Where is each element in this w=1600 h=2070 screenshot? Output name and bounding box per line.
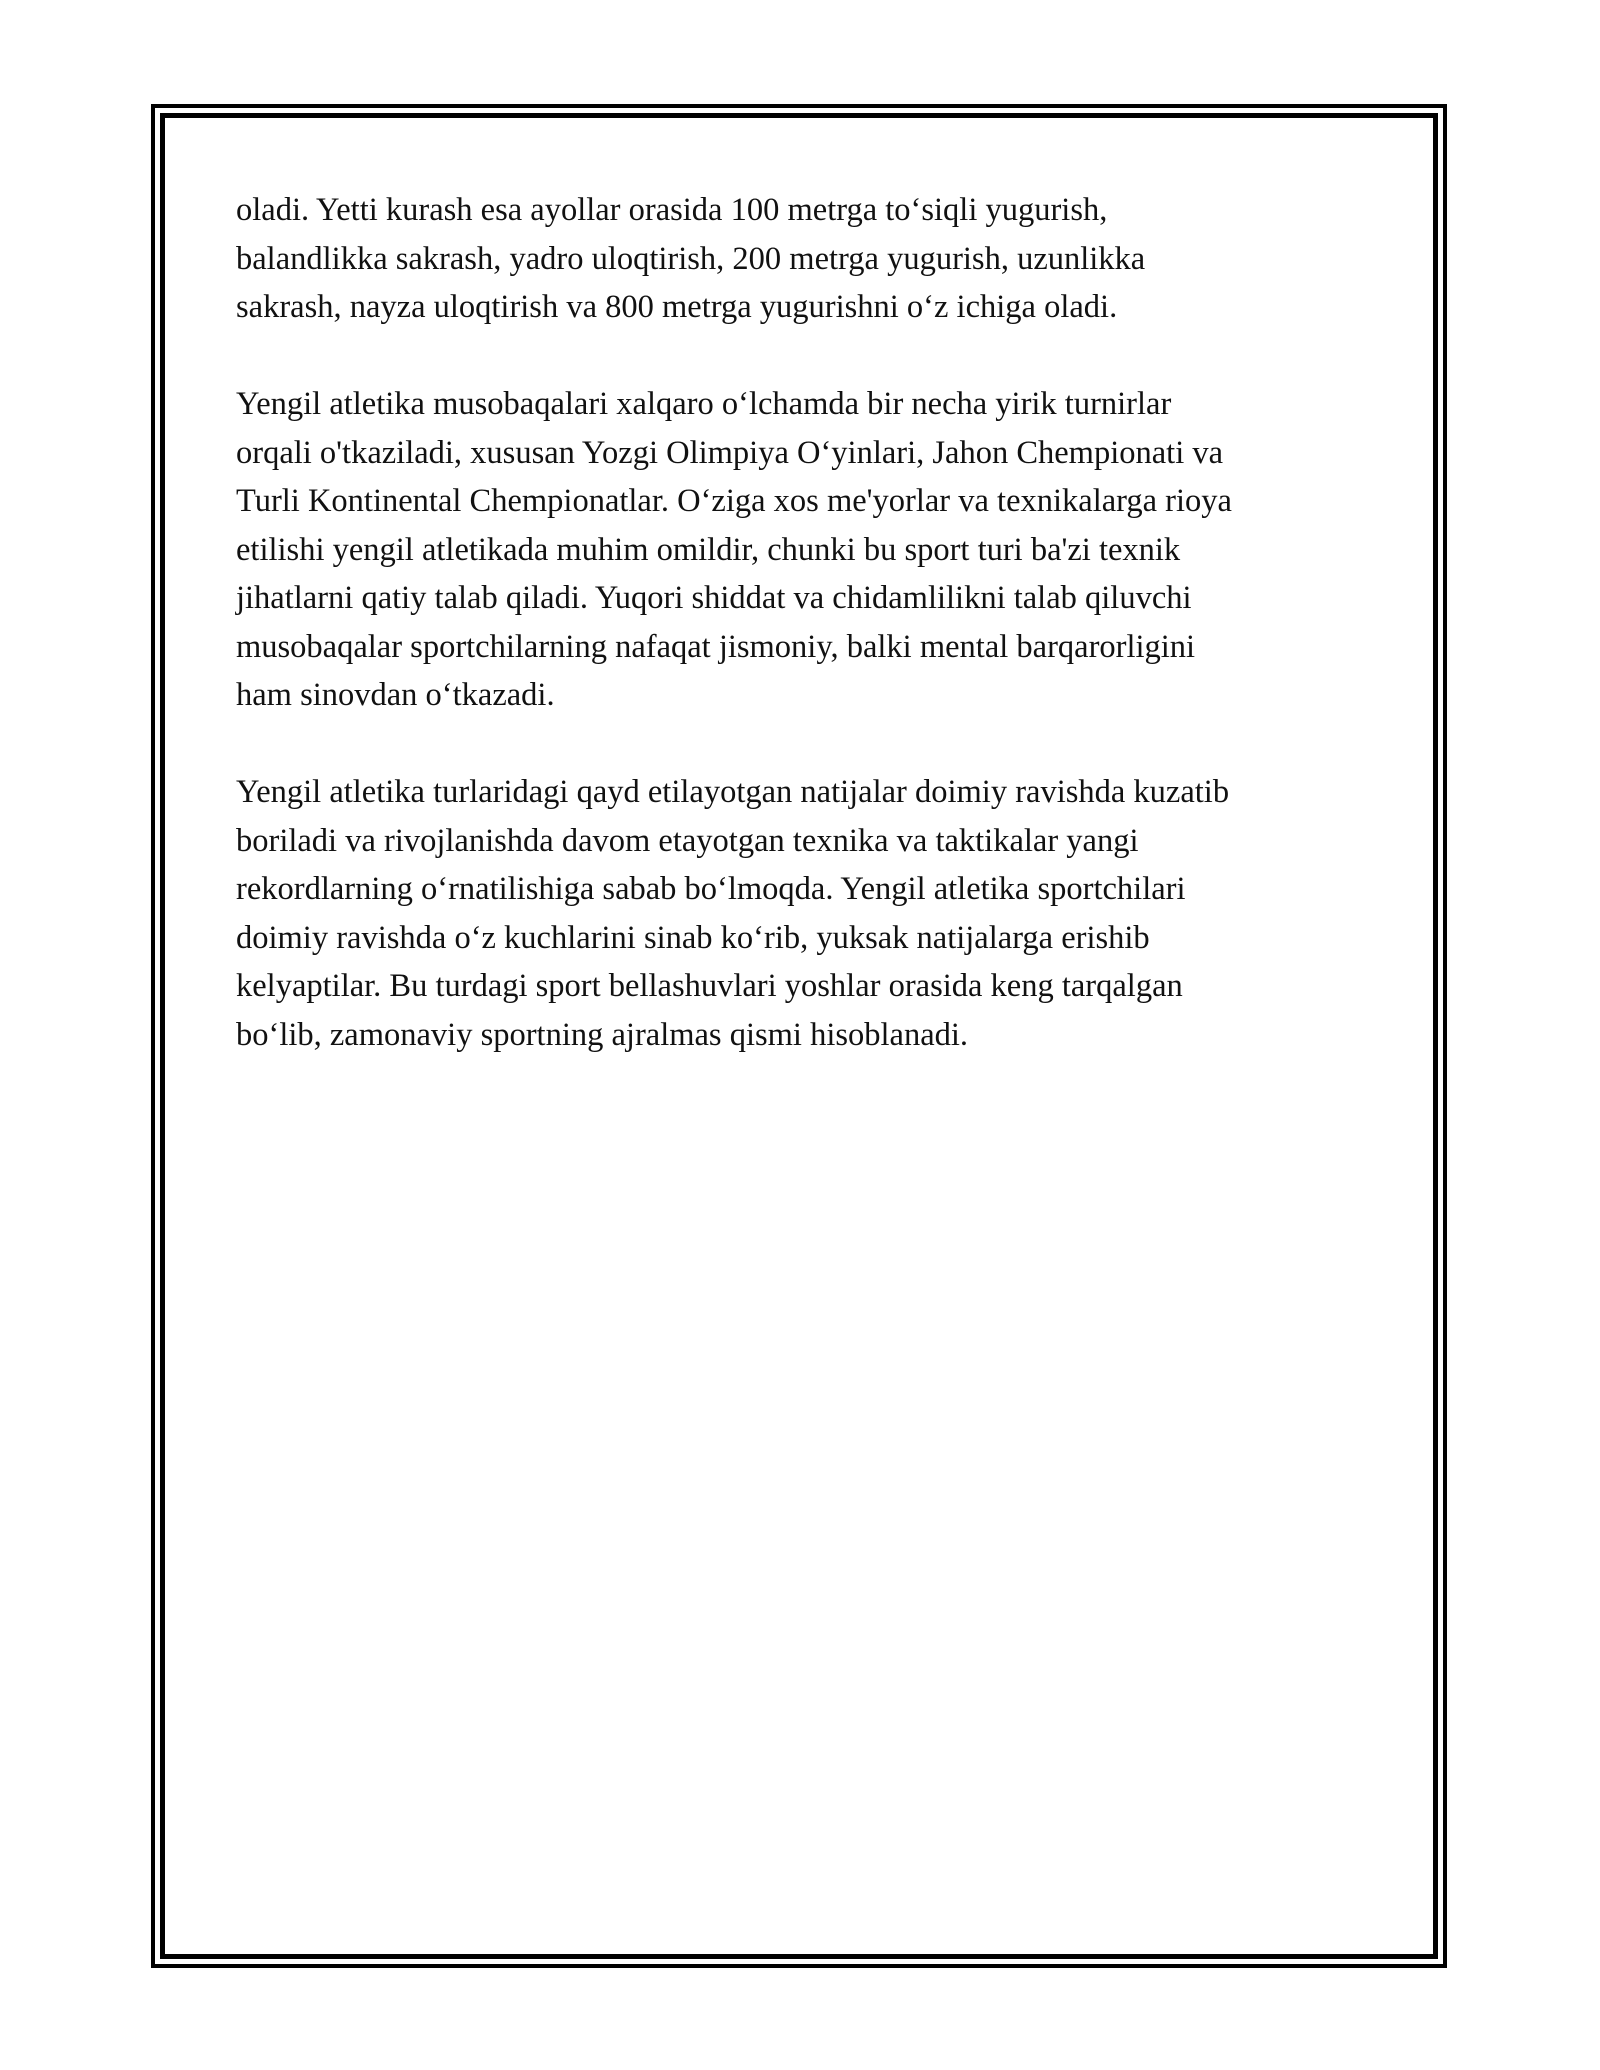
paragraph-1: oladi. Yetti kurash esa ayollar orasida 100 metrga to‘siqli yugurish, balandlikka sakrash, yadro uloqtirish, 200 metrga yugurish, uzunlikka sakrash, nayza uloqtirish va 800 metrga yugurishni o‘z ichiga oladi. [236,192,1146,325]
paragraph-3: Yengil atletika turlaridagi qayd etilayotgan natijalar doimiy ravishda kuzatib boriladi va rivojlanishda davom etayotgan texnika va taktikalar yangi rekordlarning o‘rnatilishiga sabab bo‘lmoqda. Yengil atletika sportchilari doimiy ravishda o‘z kuchlarini sinab ko‘rib, yuksak natijalarga erishib kelyaptilar. Bu turdagi sport bellashuvlari yoshlar orasida keng tarqalgan bo‘lib, zamonaviy sportning ajralmas qismi hisoblanadi. [236,774,1230,1053]
paragraph-2: Yengil atletika musobaqalari xalqaro o‘lchamda bir necha yirik turnirlar orqali o'tkaziladi, xususan Yozgi Olimpiya O‘yinlari, Jahon Chempionati va Turli Kontinental Chempionatlar. O‘ziga xos me'yorlar va texnikalarga rioya etilishi yengil atletikada muhim omildir, chunki bu sport turi ba'zi texnik jihatlarni qatiy talab qiladi. Yuqori shiddat va chidamlilikni talab qiluvchi musobaqalar sportchilarning nafaqat jismoniy, balki mental barqarorligini ham sinovdan o‘tkazadi. [236,386,1232,713]
document-body [236,186,1386,1108]
